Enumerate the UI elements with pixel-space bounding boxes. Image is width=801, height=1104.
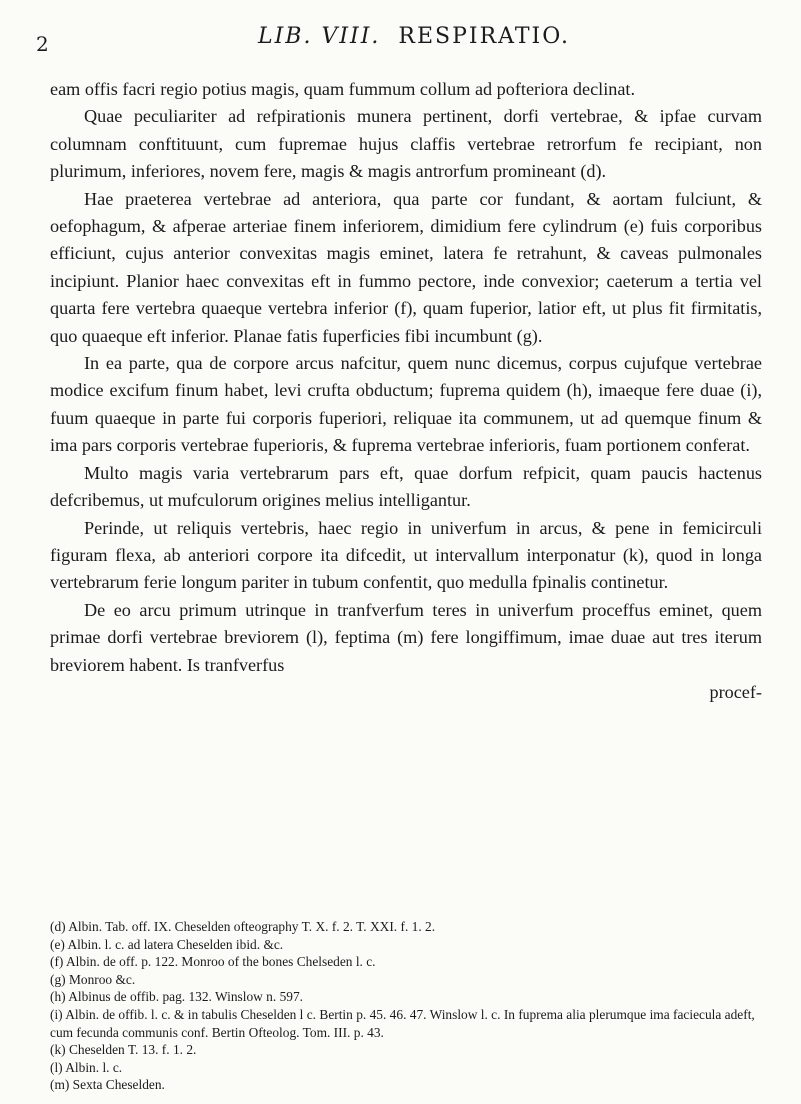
running-head [258, 24, 570, 49]
footnotes [50, 918, 762, 1094]
catchword: procef- [709, 681, 762, 702]
footnote: (h) Albinus de offib. pag. 132. Winslow n. 597. [50, 989, 304, 1005]
paragraph: eam offis facri regio potius magis, quam fummum collum ad pofteriora declinat. [50, 79, 636, 99]
paragraph: Perinde, ut reliquis vertebris, haec regio in univerfum in arcus, & pene in femicirculi figuram flexa, ab anteriori corpore ita difcedit, ut intervallum interponatur (k), quod in longa vertebrarum ferie longum pariter in tubum confentit, quo medulla fpinalis continetur. [50, 517, 762, 593]
paragraph: In ea parte, qua de corpore arcus nafcitur, quem nunc dicemus, corpus cujufque vertebrae modice excifum finum habet, levi crufta obductum; fuprema quidem (h), imaeque fere duae (i), fuum quaeque in parte fui corporis fuperiori, reliquae ita communem, ut ad quemque finum & ima pars corporis vertebrae fuperioris, & fuprema vertebrae inferioris, fuam portionem conferat. [50, 353, 762, 456]
footnote: (m) Sexta Cheselden. [50, 1077, 165, 1093]
page-number: 2 [36, 32, 49, 56]
paragraph: Hae praeterea vertebrae ad anteriora, qua parte cor fundant, & aortam fulciunt, & oefophagum, & afperae arteriae finem inferiorem, dimidium fere cylindrum (e) fuis corporibus efficiunt, cujus anterior convexitas magis eminet, latera fe retrahunt, & caveas pulmonales incipiunt. Planior haec convexitas eft in fummo pectore, inde convexior; caeterum a tertia vel quarta fere vertebra quaeque vertebra inferior (f), quam fuperior, latior eft, ut plus fit firmitatis, quo quaeque eft inferior. Planae fatis fuperficies fibi incumbunt (g). [50, 188, 762, 346]
running-head-book: LIB. VIII. [258, 24, 381, 49]
footnote: (i) Albin. de offib. l. c. & in tabulis Cheselden l c. Bertin p. 45. 46. 47. Winslow l. c. In fuprema alia plerumque ima faciecula adeft, cum fecunda communis conf. Bertin Ofteolog. Tom. III. p. 43. [50, 1006, 755, 1040]
footnote: (e) Albin. l. c. ad latera Cheselden ibid. &c. [50, 936, 284, 952]
running-head-chapter: RESPIRATIO. [398, 24, 570, 49]
footnote: (k) Cheselden T. 13. f. 1. 2. [50, 1042, 197, 1058]
footnote: (d) Albin. Tab. off. IX. Cheselden ofteography T. X. f. 2. T. XXI. f. 1. 2. [50, 919, 436, 934]
footnote: (l) Albin. l. c. [50, 1059, 123, 1075]
paragraph: Quae peculiariter ad refpirationis munera pertinent, dorfi vertebrae, & ipfae curvam columnam conftituunt, cum fupremae hujus claffis vertebrae retrorfum fe recipiant, non plurimum, inferiores, novem fere, magis & magis antrorfum promineant (d). [50, 106, 762, 182]
footnote: (g) Monroo &c. [50, 971, 136, 987]
paragraph: De eo arcu primum utrinque in tranfverfum teres in univerfum proceffus eminet, quem primae dorfi vertebrae breviorem (l), feptima (m) fere longiffimum, imae duae aut tres iterum breviorem habent. Is tranfverfus [50, 599, 762, 675]
footnote: (f) Albin. de off. p. 122. Monroo of the bones Chelseden l. c. [50, 954, 376, 970]
main-text [50, 76, 762, 706]
paragraph: Multo magis varia vertebrarum pars eft, quae dorfum refpicit, quam paucis hactenus defcribemus, ut mufculorum origines melius intelligantur. [50, 462, 762, 511]
